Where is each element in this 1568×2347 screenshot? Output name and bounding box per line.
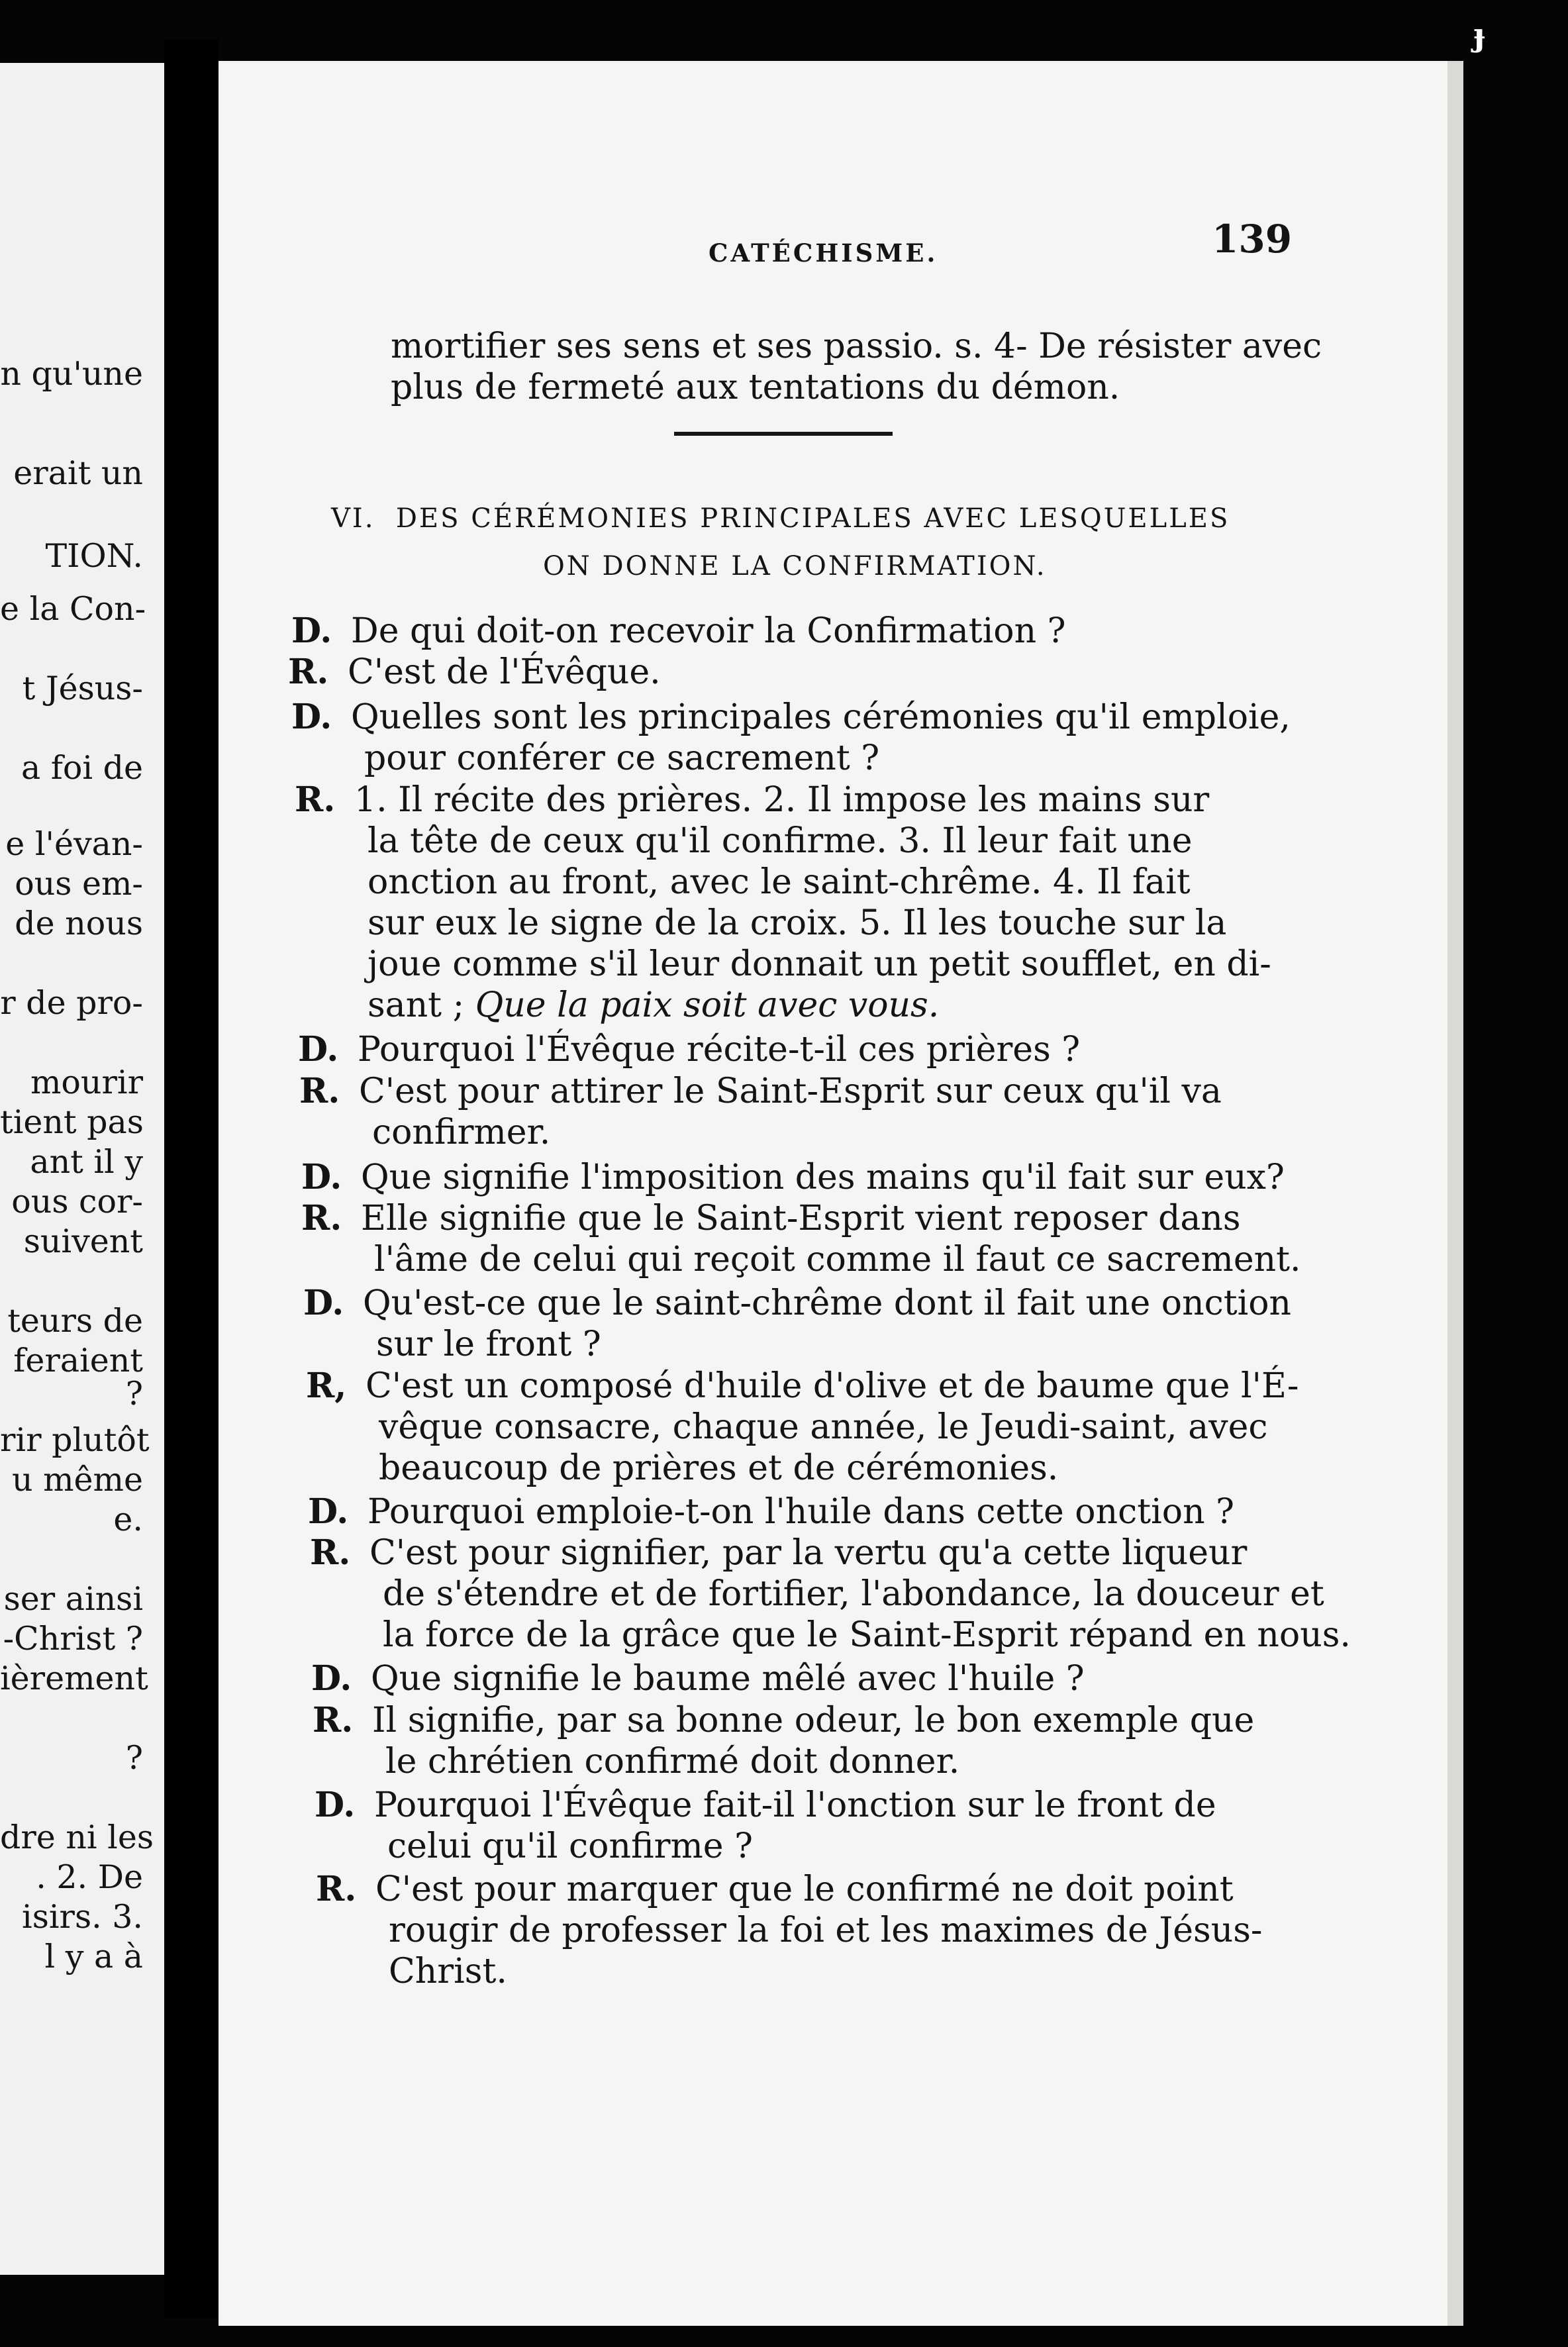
answer-text	[389, 1951, 507, 1992]
question-text	[358, 1029, 1080, 1070]
question-text	[361, 1157, 1285, 1198]
answer-label: R.	[288, 652, 329, 692]
book-gutter	[164, 40, 219, 2318]
text-span: C'est pour attirer le Saint-Esprit sur ceux qu'il va	[359, 1072, 1222, 1111]
text-span: sur eux le signe de la croix. 5. Il les touche sur la	[368, 903, 1227, 943]
left-page-line: TION.	[45, 537, 143, 575]
answer-text	[383, 1573, 1324, 1615]
question-label: D.	[315, 1785, 356, 1825]
answer-text	[368, 944, 1271, 985]
answer-text	[368, 903, 1226, 944]
question-text	[351, 697, 1291, 738]
answer-text	[383, 1615, 1351, 1656]
text-span: de s'étendre et de fortifier, l'abondance, la douceur et	[383, 1574, 1324, 1614]
answer-text	[361, 1198, 1241, 1239]
section-heading-line-1	[331, 503, 1230, 534]
question-text	[363, 1283, 1291, 1324]
answer-label: R.	[313, 1700, 354, 1740]
text-span: sant ;	[368, 985, 465, 1025]
question-label: D.	[301, 1157, 342, 1197]
question-text	[371, 1658, 1085, 1699]
section-number: VI.	[331, 503, 375, 534]
text-span: C'est de l'Évêque.	[348, 652, 661, 692]
text-span: la force de la grâce que le Saint-Esprit répand en nous.	[383, 1615, 1351, 1655]
text-span: Qu'est-ce que le saint-chrême dont il fait une onction	[363, 1283, 1292, 1323]
left-page-line: erait un	[13, 454, 143, 492]
question-text	[364, 738, 879, 779]
left-page-line: e.	[113, 1501, 143, 1538]
text-span: Elle signifie que le Saint-Esprit vient reposer dans	[361, 1199, 1241, 1238]
left-page-line: ?	[125, 1375, 143, 1413]
question-text	[376, 1324, 601, 1365]
left-page-line: ?	[125, 1739, 143, 1777]
text-span: l'âme de celui qui reçoit comme il faut ce sacrement.	[374, 1240, 1301, 1279]
text-span: De qui doit-on recevoir la Confirmation ?	[351, 611, 1066, 651]
question-label: D.	[291, 611, 332, 651]
answer-label: R.	[301, 1198, 342, 1238]
answer-text	[372, 1112, 550, 1153]
section-heading-line-2: ON DONNE LA CONFIRMATION.	[543, 551, 1047, 581]
text-span: Il signifie, par sa bonne odeur, le bon exemple que	[372, 1701, 1255, 1740]
question-text	[368, 1491, 1234, 1532]
answer-label: R.	[299, 1071, 340, 1111]
answer-text	[368, 862, 1191, 903]
section-divider	[674, 432, 893, 436]
left-page-line: u même	[11, 1461, 143, 1499]
answer-text	[354, 779, 1209, 821]
answer-label: R.	[295, 779, 336, 820]
text-span: celui qu'il confirme ?	[387, 1826, 753, 1866]
left-page-line: teurs de	[7, 1302, 143, 1340]
text-span: Que signifie le baume mêlé avec l'huile ?	[371, 1659, 1085, 1699]
left-page-line: ous em-	[15, 865, 143, 903]
text-span: la tête de ceux qu'il confirme. 3. Il leur fait une	[368, 821, 1193, 861]
question-text	[387, 1826, 753, 1867]
text-span: C'est pour signifier, par la vertu qu'a cette liqueur	[369, 1533, 1248, 1573]
left-page-line: dre ni les	[0, 1819, 154, 1856]
left-page-line: rir plutôt	[0, 1421, 150, 1459]
question-label: D.	[311, 1658, 352, 1699]
answer-text	[368, 821, 1193, 862]
answer-text	[348, 652, 661, 693]
left-page-line: r de pro-	[0, 984, 143, 1022]
text-span: C'est pour marquer que le confirmé ne doit point	[375, 1870, 1234, 1909]
answer-label: R,	[306, 1366, 347, 1406]
answer-text	[375, 1869, 1234, 1910]
question-label: D.	[298, 1029, 339, 1070]
text-span: Quelles sont les principales cérémonies qu'il emploie,	[351, 697, 1291, 737]
text-span: Pourquoi l'Évêque fait-il l'onction sur le front de	[374, 1785, 1216, 1825]
question-label: D.	[308, 1491, 349, 1532]
text-span: confirmer.	[372, 1113, 551, 1152]
body-line: plus de fermeté aux tentations du démon.	[391, 368, 1120, 407]
left-page-line: feraient	[13, 1342, 143, 1379]
answer-text	[379, 1448, 1058, 1489]
answer-text	[374, 1239, 1301, 1280]
question-text	[374, 1785, 1216, 1826]
corner-mark: ɟ	[1473, 17, 1486, 54]
left-page	[0, 63, 164, 2275]
left-page-line: t Jésus-	[22, 670, 143, 707]
answer-text	[389, 1910, 1262, 1951]
text-span: 1. Il récite des prières. 2. Il impose les mains sur	[354, 780, 1210, 820]
answer-text	[368, 985, 939, 1026]
page-number: 139	[1212, 217, 1293, 262]
body-line: mortifier ses sens et ses passio. s. 4- De résister avec	[391, 326, 1322, 366]
left-page-line: suivent	[23, 1223, 143, 1260]
running-head: CATÉCHISME.	[709, 238, 938, 268]
text-span: Pourquoi l'Évêque récite-t-il ces prières ?	[358, 1030, 1081, 1070]
left-page-line: -Christ ?	[3, 1620, 143, 1658]
left-page-line: e la Con-	[0, 590, 146, 628]
left-page-line: de nous	[15, 905, 143, 942]
left-page-line: a foi de	[21, 749, 143, 787]
answer-label: R.	[310, 1532, 351, 1573]
text-span: Pourquoi emploie-t-on l'huile dans cette onction ?	[368, 1492, 1234, 1532]
text-span: C'est un composé d'huile d'olive et de baume que l'É-	[366, 1366, 1299, 1406]
answer-text	[369, 1532, 1247, 1573]
left-page-line: n qu'une	[0, 355, 143, 393]
answer-text	[379, 1407, 1268, 1448]
right-page	[219, 61, 1463, 2326]
section-title-1: DES CÉRÉMONIES PRINCIPALES AVEC LESQUELLES	[395, 503, 1230, 534]
left-page-line: mourir	[30, 1064, 143, 1101]
text-span: vêque consacre, chaque année, le Jeudi-saint, avec	[379, 1407, 1268, 1447]
text-span: le chrétien confirmé doit donner.	[385, 1742, 960, 1781]
answer-label: R.	[316, 1869, 357, 1909]
italic-phrase: Que la paix soit avec vous.	[475, 985, 940, 1025]
left-page-line: l y a à	[44, 1938, 143, 1975]
text-span: sur le front ?	[376, 1324, 601, 1364]
text-span: joue comme s'il leur donnait un petit soufflet, en di-	[368, 944, 1271, 984]
answer-text	[372, 1700, 1254, 1741]
left-page-line: isirs. 3.	[22, 1898, 143, 1936]
question-label: D.	[291, 697, 332, 737]
left-page-line: . 2. De	[36, 1858, 143, 1896]
answer-text	[359, 1071, 1222, 1112]
question-label: D.	[303, 1283, 344, 1323]
text-span: pour conférer ce sacrement ?	[364, 738, 880, 778]
text-span: onction au front, avec le saint-chrême. 4. Il fait	[368, 862, 1191, 902]
text-span: Que signifie l'imposition des mains qu'il fait sur eux?	[361, 1158, 1285, 1197]
left-page-line: tient pas	[0, 1103, 144, 1141]
left-page-line: ous cor-	[11, 1183, 143, 1221]
left-page-line: ant il y	[30, 1143, 143, 1181]
text-span: beaucoup de prières et de cérémonies.	[379, 1448, 1059, 1488]
left-page-line: ser ainsi	[3, 1580, 143, 1618]
left-page-line: ièrement	[0, 1660, 148, 1697]
answer-text	[385, 1741, 959, 1782]
text-span: Christ.	[389, 1952, 507, 1991]
text-span: rougir de professer la foi et les maximes de Jésus-	[389, 1911, 1263, 1950]
left-page-line: e l'évan-	[5, 825, 143, 863]
question-text	[351, 611, 1066, 652]
answer-text	[366, 1366, 1298, 1407]
